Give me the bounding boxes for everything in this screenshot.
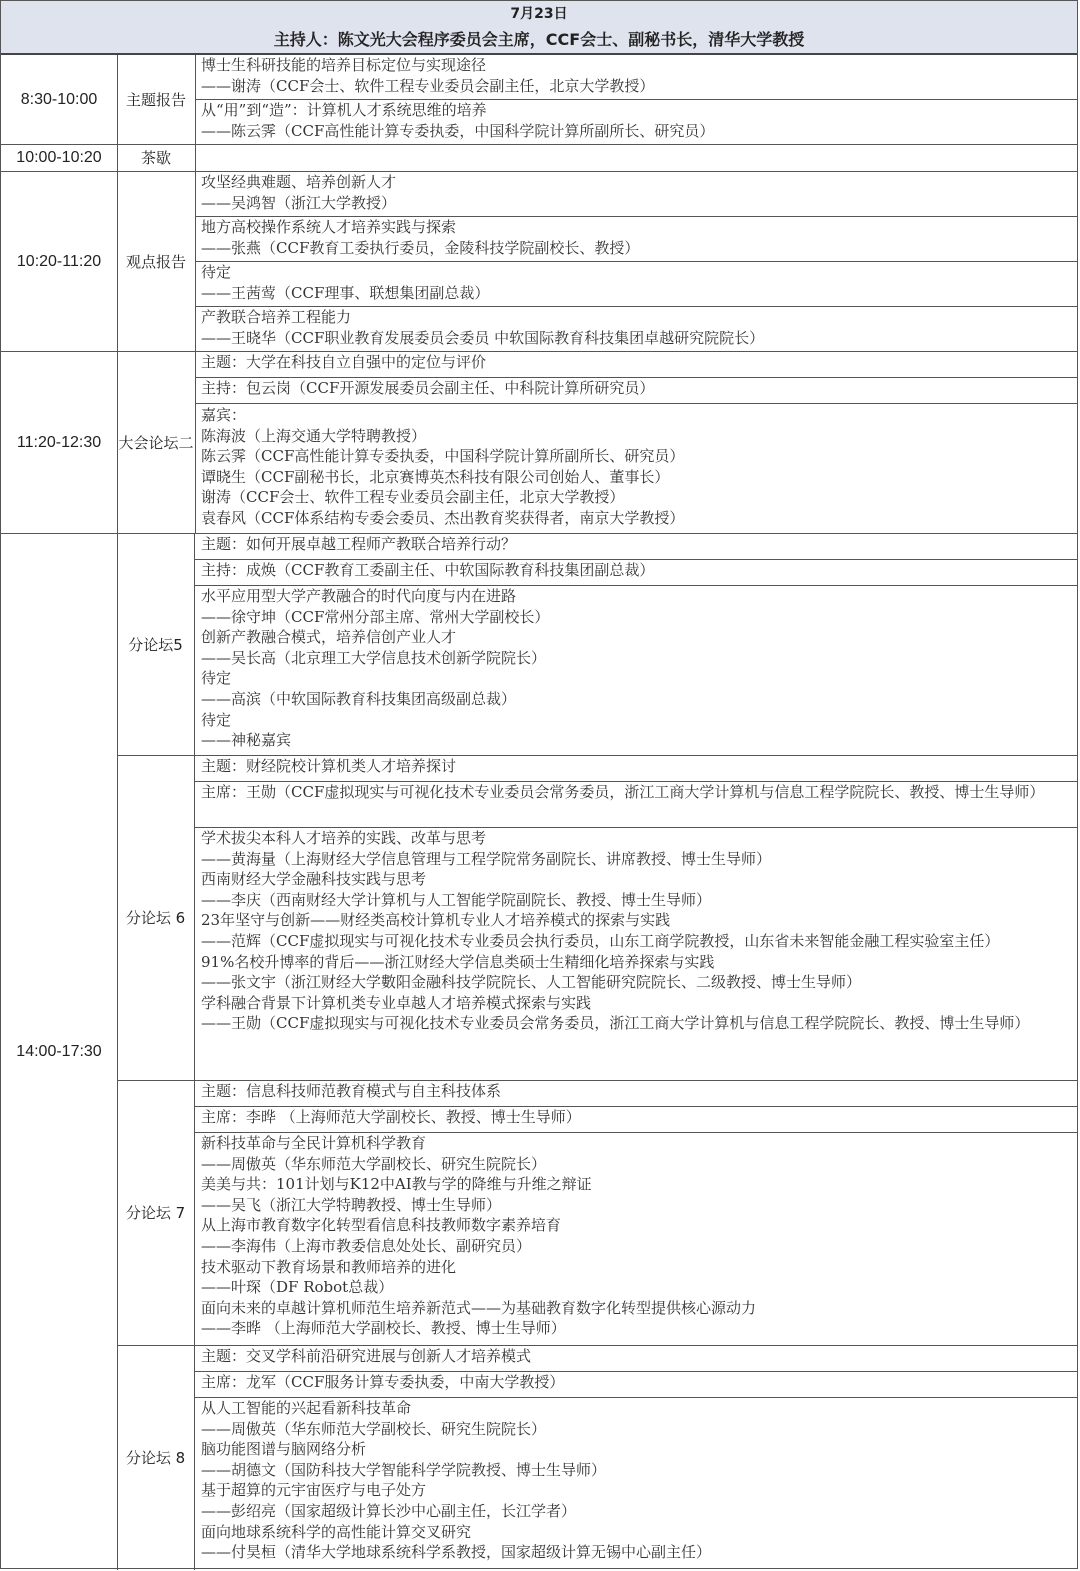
type-cell: 茶歇 — [117, 145, 196, 171]
talk-line: 从人工智能的兴起看新科技革命 — [201, 1399, 412, 1417]
talk-line: ——吴飞（浙江大学特聘教授、博士生导师） — [201, 1195, 502, 1214]
host-header: 主持人：陈文光大会程序委员会主席，CCF会士、副秘书长，清华大学教授 — [1, 27, 1077, 55]
talk-line: 美美与共：101计划与K12中AI教与学的降维与升维之辩证 — [201, 1175, 592, 1194]
talk-line: ——神秘嘉宾 — [201, 731, 292, 750]
talk-speaker: ——吴鸿智（浙江大学教授） — [201, 193, 397, 212]
guest-line: 谢涛（CCF会士、软件工程专业委员会副主任，北京大学教授） — [201, 488, 625, 507]
forum-talks — [195, 586, 1077, 756]
talk-speaker: ——王茜莺（CCF理事、联想集团副总裁） — [201, 283, 490, 302]
session-viewpoint — [1, 172, 1077, 352]
guest-line: 谭晓生（CCF副秘书长，北京赛博英杰科技有限公司创始人、董事长） — [201, 467, 670, 486]
talk-line: ——李庆（西南财经大学计算机与人工智能学院副院长、教授、博士生导师） — [201, 890, 712, 909]
talk-title: 攻坚经典难题、培养创新人才 — [201, 173, 397, 191]
talk-title: 产教联合培养工程能力 — [201, 308, 352, 326]
time-cell: 14:00-17:30 — [1, 534, 118, 1570]
forum-guests — [195, 404, 1077, 534]
talk-line: 技术驱动下教育场景和教师培养的进化 — [201, 1257, 457, 1276]
talk-line: 创新产教融合模式，培养信创产业人才 — [201, 628, 457, 647]
talk-line: 基于超算的元宇宙医疗与电子处方 — [201, 1481, 427, 1500]
forum-topic: 主题：大学在科技自立自强中的定位与评价 — [195, 352, 1077, 378]
talk-line: 水平应用型大学产教融合的时代向度与内在进路 — [201, 587, 517, 605]
forum-topic: 主题：交叉学科前沿研究进展与创新人才培养模式 — [195, 1346, 1077, 1372]
talk-line: 23年坚守与创新——财经类高校计算机专业人才培养模式的探索与实践 — [201, 911, 671, 930]
talk-title: 地方高校操作系统人才培养实践与探索 — [201, 218, 457, 236]
talk — [195, 217, 1077, 262]
talk-line: 从上海市教育数字化转型看信息科技教师数字素养培育 — [201, 1216, 562, 1235]
forum-chair: 主持：包云岗（CCF开源发展委员会副主任、中科院计算所研究员） — [195, 378, 1077, 404]
talk-line: 面向地球系统科学的高性能计算交叉研究 — [201, 1522, 472, 1541]
talk-line: ——徐守坤（CCF常州分部主席、常州大学副校长） — [201, 607, 550, 626]
forum-7-label: 分论坛 7 — [117, 1081, 195, 1346]
talk — [195, 100, 1077, 145]
talk-line: ——李晔 （上海师范大学副校长、教授、博士生导师） — [201, 1319, 566, 1338]
guest-line: 陈云霁（CCF高性能计算专委执委，中国科学院计算所副所长、研究员） — [201, 447, 685, 466]
forum-topic: 主题：如何开展卓越工程师产教联合培养行动？ — [195, 534, 1077, 560]
forum-topic: 主题：财经院校计算机类人才培养探讨 — [195, 756, 1077, 782]
talk — [195, 262, 1077, 307]
time-cell: 8:30-10:00 — [1, 55, 118, 144]
talk-line: 学术拔尖本科人才培养的实践、改革与思考 — [201, 829, 487, 847]
talk-title: 博士生科研技能的培养目标定位与实现途径 — [201, 56, 487, 74]
talk-line: ——黄海量（上海财经大学信息管理与工程学院常务副院长、讲席教授、博士生导师） — [201, 849, 772, 868]
talk-line: 新科技革命与全民计算机科学教育 — [201, 1134, 427, 1152]
talk-speaker: ——张燕（CCF教育工委执行委员，金陵科技学院副校长、教授） — [201, 238, 640, 257]
talk-title: 从“用”到“造”：计算机人才系统思维的培养 — [201, 101, 487, 119]
guest-line: 陈海波（上海交通大学特聘教授） — [201, 426, 427, 445]
forum-chair: 主席：李晔 （上海师范大学副校长、教授、博士生导师） — [195, 1107, 1077, 1133]
forum-8-label: 分论坛 8 — [117, 1346, 195, 1570]
talk — [195, 55, 1077, 100]
talk-line: ——高滨（中软国际教育科技集团高级副总裁） — [201, 689, 517, 708]
forum-talks — [195, 1133, 1077, 1346]
time-cell: 10:00-10:20 — [1, 145, 118, 171]
session-forum-2 — [1, 352, 1077, 534]
talk-line: ——胡德文（国防科技大学智能科学学院教授、博士生导师） — [201, 1460, 607, 1479]
talk-speaker: ——王晓华（CCF职业教育发展委员会委员 中软国际教育科技集团卓越研究院院长） — [201, 328, 765, 347]
talk-line: 脑功能图谱与脑网络分析 — [201, 1440, 367, 1459]
talk-line: 西南财经大学金融科技实践与思考 — [201, 870, 427, 889]
session-break — [1, 145, 1077, 172]
forum-talks — [195, 1398, 1077, 1570]
talk-line: ——周傲英（华东师范大学副校长、研究生院院长） — [201, 1154, 547, 1173]
talk-title: 待定 — [201, 263, 232, 281]
forum-chair: 主持：成焕（CCF教育工委副主任、中软国际教育科技集团副总裁） — [195, 560, 1077, 586]
talk-line: 91%名校升博率的背后——浙江财经大学信息类硕士生精细化培养探索与实践 — [201, 952, 715, 971]
type-cell: 主题报告 — [117, 55, 196, 144]
talk-speaker: ——陈云霁（CCF高性能计算专委执委，中国科学院计算所副所长、研究员） — [201, 121, 715, 140]
session-afternoon — [1, 534, 1077, 1570]
forum-chair: 主席：王勋（CCF虚拟现实与可视化技术专业委员会常务委员，浙江工商大学计算机与信息工程学院院长、教授、博士生导师） — [195, 782, 1077, 828]
forum-6-label: 分论坛 6 — [117, 756, 195, 1081]
talk-line: ——付昊桓（清华大学地球系统科学系教授，国家超级计算无锡中心副主任） — [201, 1543, 712, 1562]
talk — [195, 172, 1077, 217]
type-cell: 大会论坛二 — [117, 352, 196, 533]
time-cell: 11:20-12:30 — [1, 352, 118, 533]
type-cell: 观点报告 — [117, 172, 196, 351]
time-cell: 10:20-11:20 — [1, 172, 118, 351]
forum-5-label: 分论坛5 — [117, 534, 195, 756]
talk-line: 学科融合背景下计算机类专业卓越人才培养模式探索与实践 — [201, 993, 592, 1012]
talk-line: ——叶琛（DF Robot总裁） — [201, 1278, 394, 1297]
talk-line: ——吴长高（北京理工大学信息技术创新学院院长） — [201, 648, 547, 667]
session-keynote — [1, 55, 1077, 145]
guest-line: 嘉宾： — [201, 406, 247, 424]
forum-topic: 主题：信息科技师范教育模式与自主科技体系 — [195, 1081, 1077, 1107]
talk-line: 待定 — [201, 710, 232, 729]
guest-line: 袁春风（CCF体系结构专委会委员、杰出教育奖获得者，南京大学教授） — [201, 508, 685, 527]
talk-line: ——王勋（CCF虚拟现实与可视化技术专业委员会常务委员，浙江工商大学计算机与信息工程学院院长、教授、博士生导师） — [201, 1014, 1030, 1033]
talk-line: 待定 — [201, 669, 232, 688]
talk-speaker: ——谢涛（CCF会士、软件工程专业委员会副主任，北京大学教授） — [201, 76, 655, 95]
forum-chair: 主席：龙军（CCF服务计算专委执委，中南大学教授） — [195, 1372, 1077, 1398]
talk-line: ——李海伟（上海市教委信息处处长、副研究员） — [201, 1236, 532, 1255]
talk-line: ——张文宇（浙江财经大学數阳金融科技学院院长、人工智能研究院院长、二级教授、博士生导师） — [201, 973, 862, 992]
forum-talks — [195, 828, 1077, 1081]
talk-line: 面向未来的卓越计算机师范生培养新范式——为基础教育数字化转型提供核心源动力 — [201, 1298, 757, 1317]
date-header: 7月23日 — [1, 1, 1077, 28]
talk — [195, 307, 1077, 352]
talk-line: ——周傲英（华东师范大学副校长、研究生院院长） — [201, 1419, 547, 1438]
talk-line: ——范辉（CCF虚拟现实与可视化技术专业委员会执行委员，山东工商学院教授，山东省未来智能金融工程实验室主任） — [201, 931, 1000, 950]
talk-line: ——彭绍亮（国家超级计算长沙中心副主任，长江学者） — [201, 1501, 577, 1520]
